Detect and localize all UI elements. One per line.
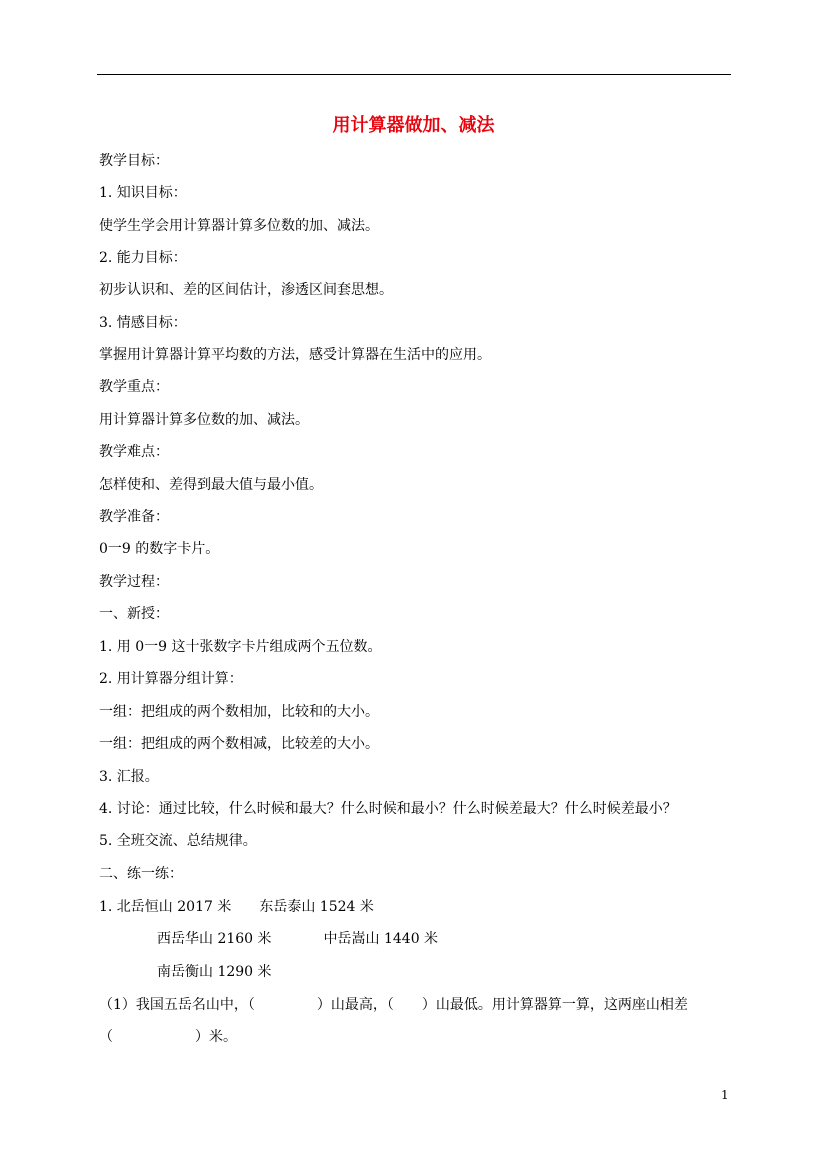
text-line: 掌握用计算器计算平均数的方法，感受计算器在生活中的应用。 (99, 347, 491, 363)
text-line: 一、新授： (99, 606, 169, 622)
text-line: 怎样使和、差得到最大值与最小值。 (99, 477, 323, 493)
mountain-row (99, 898, 374, 916)
text-line: 二、练一练： (99, 866, 183, 882)
text-line: 2. 能力目标： (99, 250, 187, 266)
mountain-entry: 东岳泰山 1524 米 (259, 899, 374, 915)
mountain-row (157, 930, 438, 948)
text-line: 初步认识和、差的区间估计，渗透区间套思想。 (99, 282, 393, 298)
question-text: （ (99, 1029, 113, 1045)
text-line: 教学准备： (99, 509, 169, 525)
header-rule (97, 74, 731, 75)
text-line: 5. 全班交流、总结规律。 (99, 833, 257, 849)
text-line: 0一9 的数字卡片。 (99, 541, 220, 557)
text-line: 1. 用 0一9 这十张数字卡片组成两个五位数。 (99, 639, 382, 655)
mountain-entry: 1. 北岳恒山 2017 米 (99, 899, 232, 915)
mountain-entry: 中岳嵩山 1440 米 (323, 931, 439, 947)
question-line (99, 996, 688, 1014)
mountain-entry: 南岳衡山 1290 米 (157, 964, 272, 980)
text-line: 4. 讨论：通过比较，什么时候和最大？什么时候和最小？什么时候差最大？什么时候差最小？ (99, 801, 677, 817)
text-line: 使学生学会用计算器计算多位数的加、减法。 (99, 218, 379, 234)
text-line: 教学目标： (99, 153, 169, 169)
text-line: 用计算器计算多位数的加、减法。 (99, 412, 309, 428)
page-number: 1 (721, 1088, 729, 1102)
text-line: 2. 用计算器分组计算： (99, 671, 243, 687)
mountain-entry: 西岳华山 2160 米 (157, 931, 272, 947)
text-line: 1. 知识目标： (99, 185, 187, 201)
text-line: 教学过程： (99, 574, 169, 590)
mountain-row (157, 963, 272, 981)
question-text: ）山最高，（ (316, 997, 394, 1013)
text-line: 一组：把组成的两个数相减，比较差的大小。 (99, 736, 379, 752)
question-text: ）山最低。用计算器算一算，这两座山相差 (421, 997, 688, 1013)
question-text: （1）我国五岳名山中，（ (99, 997, 255, 1013)
question-line (99, 1028, 237, 1046)
text-line: 3. 情感目标： (99, 315, 187, 331)
text-line: 3. 汇报。 (99, 769, 159, 785)
text-line: 教学难点： (99, 444, 169, 460)
question-text: ）米。 (195, 1029, 237, 1045)
text-line: 教学重点： (99, 379, 169, 395)
document-title: 用计算器做加、减法 (332, 115, 495, 136)
text-line: 一组：把组成的两个数相加，比较和的大小。 (99, 704, 379, 720)
